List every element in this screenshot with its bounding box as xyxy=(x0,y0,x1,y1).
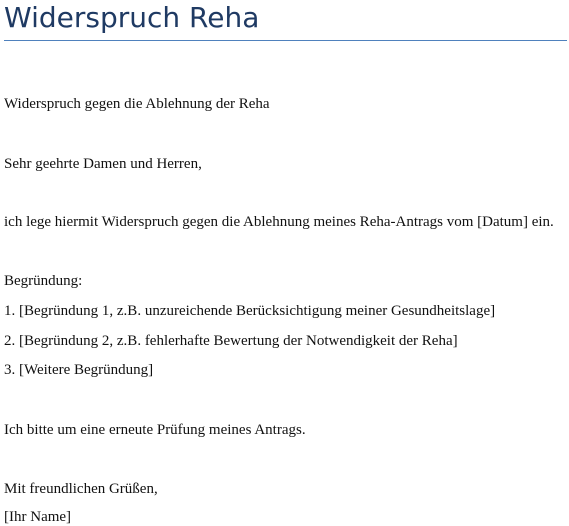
reasons-heading: Begründung: xyxy=(4,273,83,289)
closing-line: Mit freundlichen Grüßen, xyxy=(4,481,158,497)
request-paragraph: Ich bitte um eine erneute Prüfung meines Antrags. xyxy=(4,422,306,438)
reason-item-1: 1. [Begründung 1, z.B. unzureichende Berücksichtigung meiner Gesundheitslage] xyxy=(4,303,496,319)
intro-paragraph: ich lege hiermit Widerspruch gegen die Ablehnung meines Reha-Antrags vom [Datum] ein. xyxy=(4,214,554,230)
subject-line: Widerspruch gegen die Ablehnung der Reha xyxy=(4,96,270,112)
title-underline xyxy=(4,40,567,41)
salutation: Sehr geehrte Damen und Herren, xyxy=(4,156,202,172)
reason-item-3: 3. [Weitere Begründung] xyxy=(4,362,154,378)
document-title: Widerspruch Reha xyxy=(4,1,260,34)
signature-placeholder: [Ihr Name] xyxy=(4,509,72,525)
reason-item-2: 2. [Begründung 2, z.B. fehlerhafte Bewertung der Notwendigkeit der Reha] xyxy=(4,333,458,349)
